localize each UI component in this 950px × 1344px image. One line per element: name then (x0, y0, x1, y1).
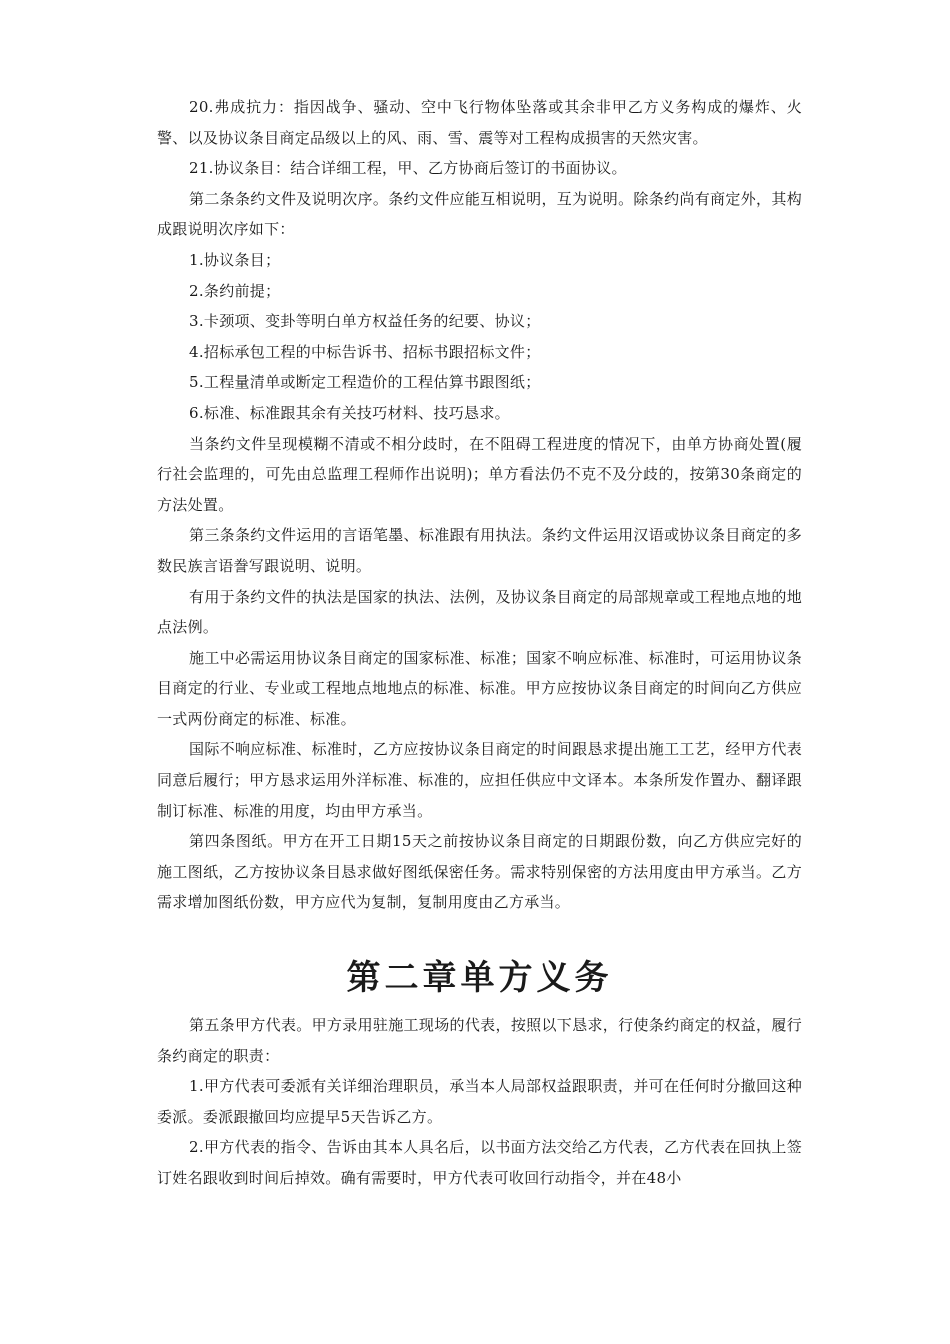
paragraph: 2.甲方代表的指令、告诉由其本人具名后，以书面方法交给乙方代表，乙方代表在回执上签订姓名跟收到时间后掉效。确有需要时，甲方代表可收回行动指令，并在48小 (157, 1138, 802, 1187)
paragraph: 3.卡颈项、变卦等明白单方权益任务的纪要、协议； (189, 312, 541, 331)
paragraph: 1.协议条目； (189, 250, 281, 269)
paragraph: 2.条约前提； (189, 281, 281, 300)
paragraph: 20.弗成抗力：指因战争、骚动、空中飞行物体坠落或其余非甲乙方义务构成的爆炸、火警、以及协议条目商定品级以上的风、雨、雪、震等对工程构成损害的天然灾害。 (157, 98, 802, 147)
paragraph: 有用于条约文件的执法是国家的执法、法例，及协议条目商定的局部规章或工程地点地的地点法例。 (157, 587, 802, 637)
paragraph: 21.协议条目：结合详细工程，甲、乙方协商后签订的书面协议。 (189, 159, 627, 178)
paragraph: 当条约文件呈现模糊不清或不相分歧时，在不阻碍工程进度的情况下，由单方协商处置(履行社会监理的，可先由总监理工程师作出说明)；单方看法仍不克不及分歧的，按第30条商定的方法处置。 (157, 434, 802, 514)
paragraph: 第二条条约文件及说明次序。条约文件应能互相说明，互为说明。除条约尚有商定外，其构成跟说明次序如下： (157, 189, 802, 239)
spacer (157, 918, 802, 950)
paragraph: 第四条图纸。甲方在开工日期15天之前按协议条目商定的日期跟份数，向乙方供应完好的施工图纸，乙方按协议条目恳求做好图纸保密任务。需求特别保密的方法用度由甲方承当。乙方需求增加图纸份数，甲方应代为复制，复制用度由乙方承当。 (157, 832, 802, 912)
chapter-heading: 第二章单方义务 (346, 958, 613, 999)
paragraph: 1.甲方代表可委派有关详细治理职员，承当本人局部权益跟职责，并可在任何时分撤回这种委派。委派跟撤回均应提早5天告诉乙方。 (157, 1077, 802, 1126)
paragraph: 施工中必需运用协议条目商定的国家标准、标准；国家不响应标准、标准时，可运用协议条目商定的行业、专业或工程地点地地点的标准、标准。甲方应按协议条目商定的时间向乙方供应一式两份商定的标准、标准。 (157, 648, 802, 728)
section-body-top (157, 92, 802, 918)
paragraph: 6.标准、标准跟其余有关技巧材料、技巧恳求。 (189, 403, 510, 422)
paragraph: 国际不响应标准、标准时，乙方应按协议条目商定的时间跟恳求提出施工工艺，经甲方代表同意后履行；甲方恳求运用外洋标准、标准的，应担任供应中文译本。本条所发作置办、翻译跟制订标准、标准的用度，均由甲方承当。 (157, 740, 802, 820)
section-body-bottom (157, 1010, 802, 1194)
paragraph: 第五条甲方代表。甲方录用驻施工现场的代表，按照以下恳求，行使条约商定的权益，履行条约商定的职责： (157, 1016, 802, 1065)
page-content (157, 92, 802, 1194)
paragraph: 4.招标承包工程的中标告诉书、招标书跟招标文件； (189, 342, 541, 361)
paragraph: 第三条条约文件运用的言语笔墨、标准跟有用执法。条约文件运用汉语或协议条目商定的多数民族言语誊写跟说明、说明。 (157, 526, 802, 575)
paragraph: 5.工程量清单或断定工程造价的工程估算书跟图纸； (189, 373, 541, 392)
